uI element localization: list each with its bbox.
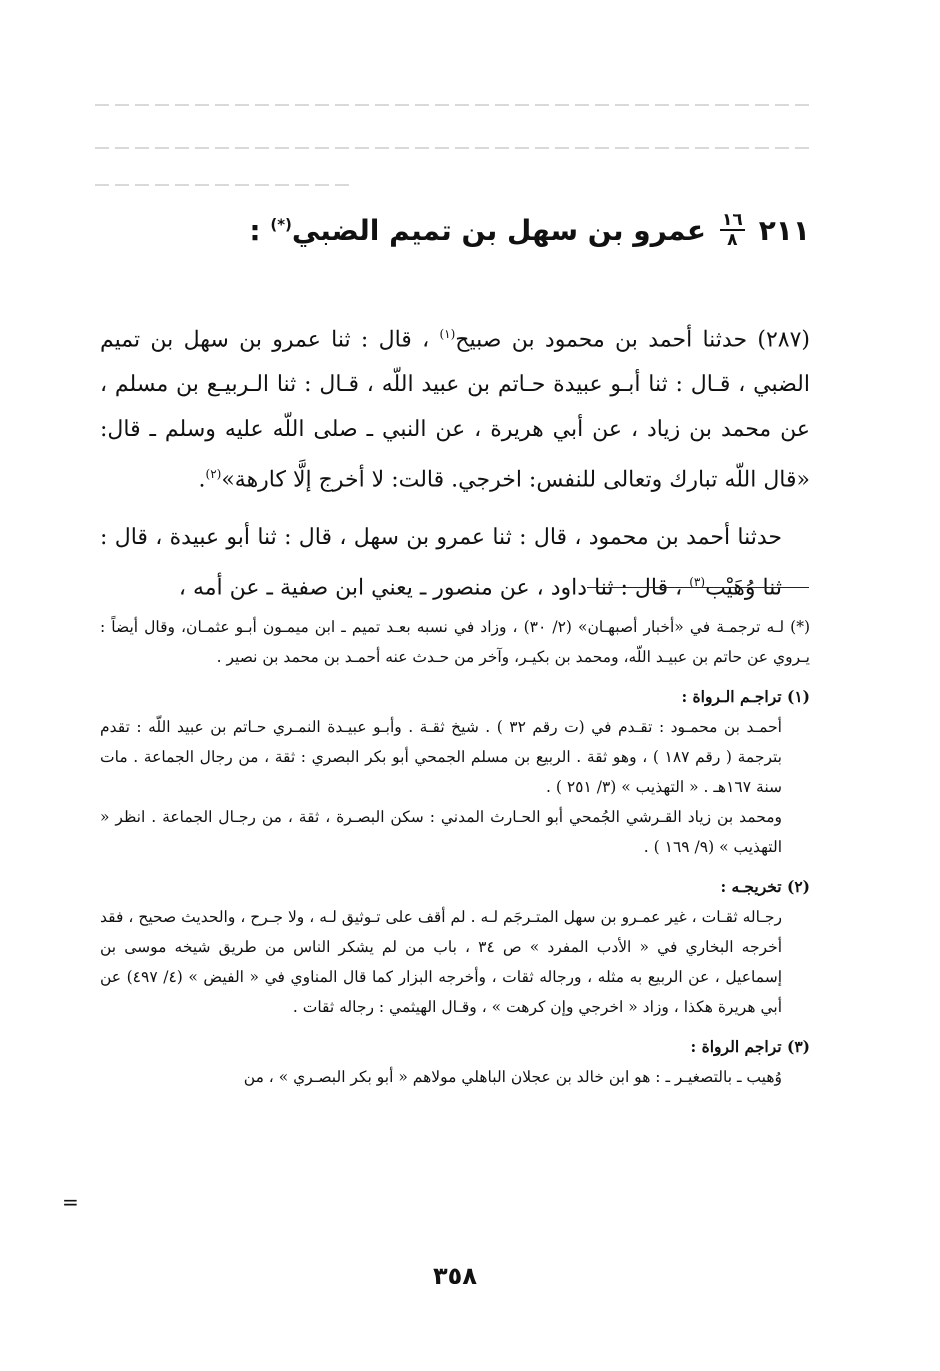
footnote-star: (*) لـه ترجمـة في «أخبار أصبهـان» (٢/ ٣٠) ، وزاد في نسبه بعـد تميم ـ ابن ميمـون أبـو عثمـان، وقال أيضاً : يـروي عن حاتم بن عبيـد اللّه، ومحمد بن بكيـر، وآخر من حـدث عنه أحمـد بن محمد بن نصير . [100,618,810,666]
hadith-paragraph-2: حدثنا أحمد بن محمود ، قال : ثنا عمرو بن سهل ، قال : ثنا أبو عبيدة ، قال : ثنا وُهَيْب$^{(٣)}$ ، قال : ثنا داود ، عن منصور ـ يعني ابن صفية ـ عن أمه ، [100,524,782,600]
bleed-through-line [95,100,810,110]
continuation-mark: = [62,1190,79,1214]
entry-title: عمرو بن سهل بن تميم الضبي(*) : [249,213,706,247]
footnote-1-text-a: أحمـد بن محمـود : تقـدم في (ت رقم ٣٢ ) . شيخ ثقـة . وأبـو عبيـدة النمـري حـاتم بن عبيد اللّه : تقدم بترجمة ( رقم ١٨٧ ) ، وهو ثقة . الربيع بن مسلم الجمحي أبو بكر البصري : ثقة ، من رجال الجماعة . مات سنة ١٦٧هـ . « التهذيب » (٣/ ٢٥١ ) . [100,718,782,796]
page-number: ٣٥٨ [433,1262,477,1290]
footnote-separator [587,587,809,588]
footnote-1-title: (١) تراجـم الـرواة : [681,687,810,706]
footnote-2-text: رجـاله ثقـات ، غير عمـرو بن سهل المتـرجَم لـه . لم أقف على تـوثيق لـه ، ولا جـرح ، والحديث صحيح ، فقد أخرجه البخاري في « الأدب المفرد » ص ٣٤ ، باب من لم يشكر الناس من طريق شيخه موسى بن إسماعيل ، عن الربيع به مثله ، ورجاله ثقات ، وأخرجه البزار كما قال المناوي في « الفيض » (٤/ ٤٩٧) عن أبي هريرة هكذا ، وزاد « اخرجي وإن كرهت » ، وقـال الهيثمي : رجاله ثقات . [100,908,783,1016]
main-text [100,312,810,610]
footnote-ref-3: (٣) [689,574,706,589]
title-marker: (*) [270,215,292,234]
fraction-top: ١٦ [721,210,743,230]
footnote-3-title: (٣) تراجم الرواة : [690,1037,810,1056]
entry-heading [100,200,810,260]
footnote-1-text-b: ومحمد بن زياد القـرشي الجُمحي أبو الحـارث المدني : سكن البصـرة ، ثقة ، من رجـال الجماعة . انظر « التهذيب » (٩/ ١٦٩ ) . [100,808,782,856]
footnote-3-text: وُهيب ـ بالتصغيـر ـ : هو ابن خالد بن عجلان الباهلي مولاهم « أبو بكر البصـري » ، من [243,1068,782,1086]
bleed-through-line [95,180,355,190]
hadith-paragraph-1: (٢٨٧) حدثنا أحمد بن محمود بن صبيح$^{(١)}$ ، قال : ثنا عمرو بن سهل بن تميم الضبي ، قـال : ثنا أبـو عبيدة حـاتم بن عبيد اللّه ، قـال : ثنا الـربيـع بن مسلم ، عن محمد بن زياد ، عن أبي هريرة ، عن النبي ـ صلى اللّه عليه وسلم ـ قال: «قال اللّه تبارك وتعالى للنفس: اخرجي. قالت: لا أخرج إلَّا كارهة»$^{(٢)}$. [100,327,810,493]
entry-number: ٢١١ [758,213,810,247]
fraction-bottom: ٨ [727,230,738,250]
footnote-2-title: (٢) تخريجـه : [720,877,810,896]
footnotes [100,612,810,1092]
footnote-ref-1: (١) [439,327,456,341]
footnote-ref-2: (٢) [205,467,222,482]
bleed-through-line [95,143,810,153]
entry-fraction [720,211,745,249]
